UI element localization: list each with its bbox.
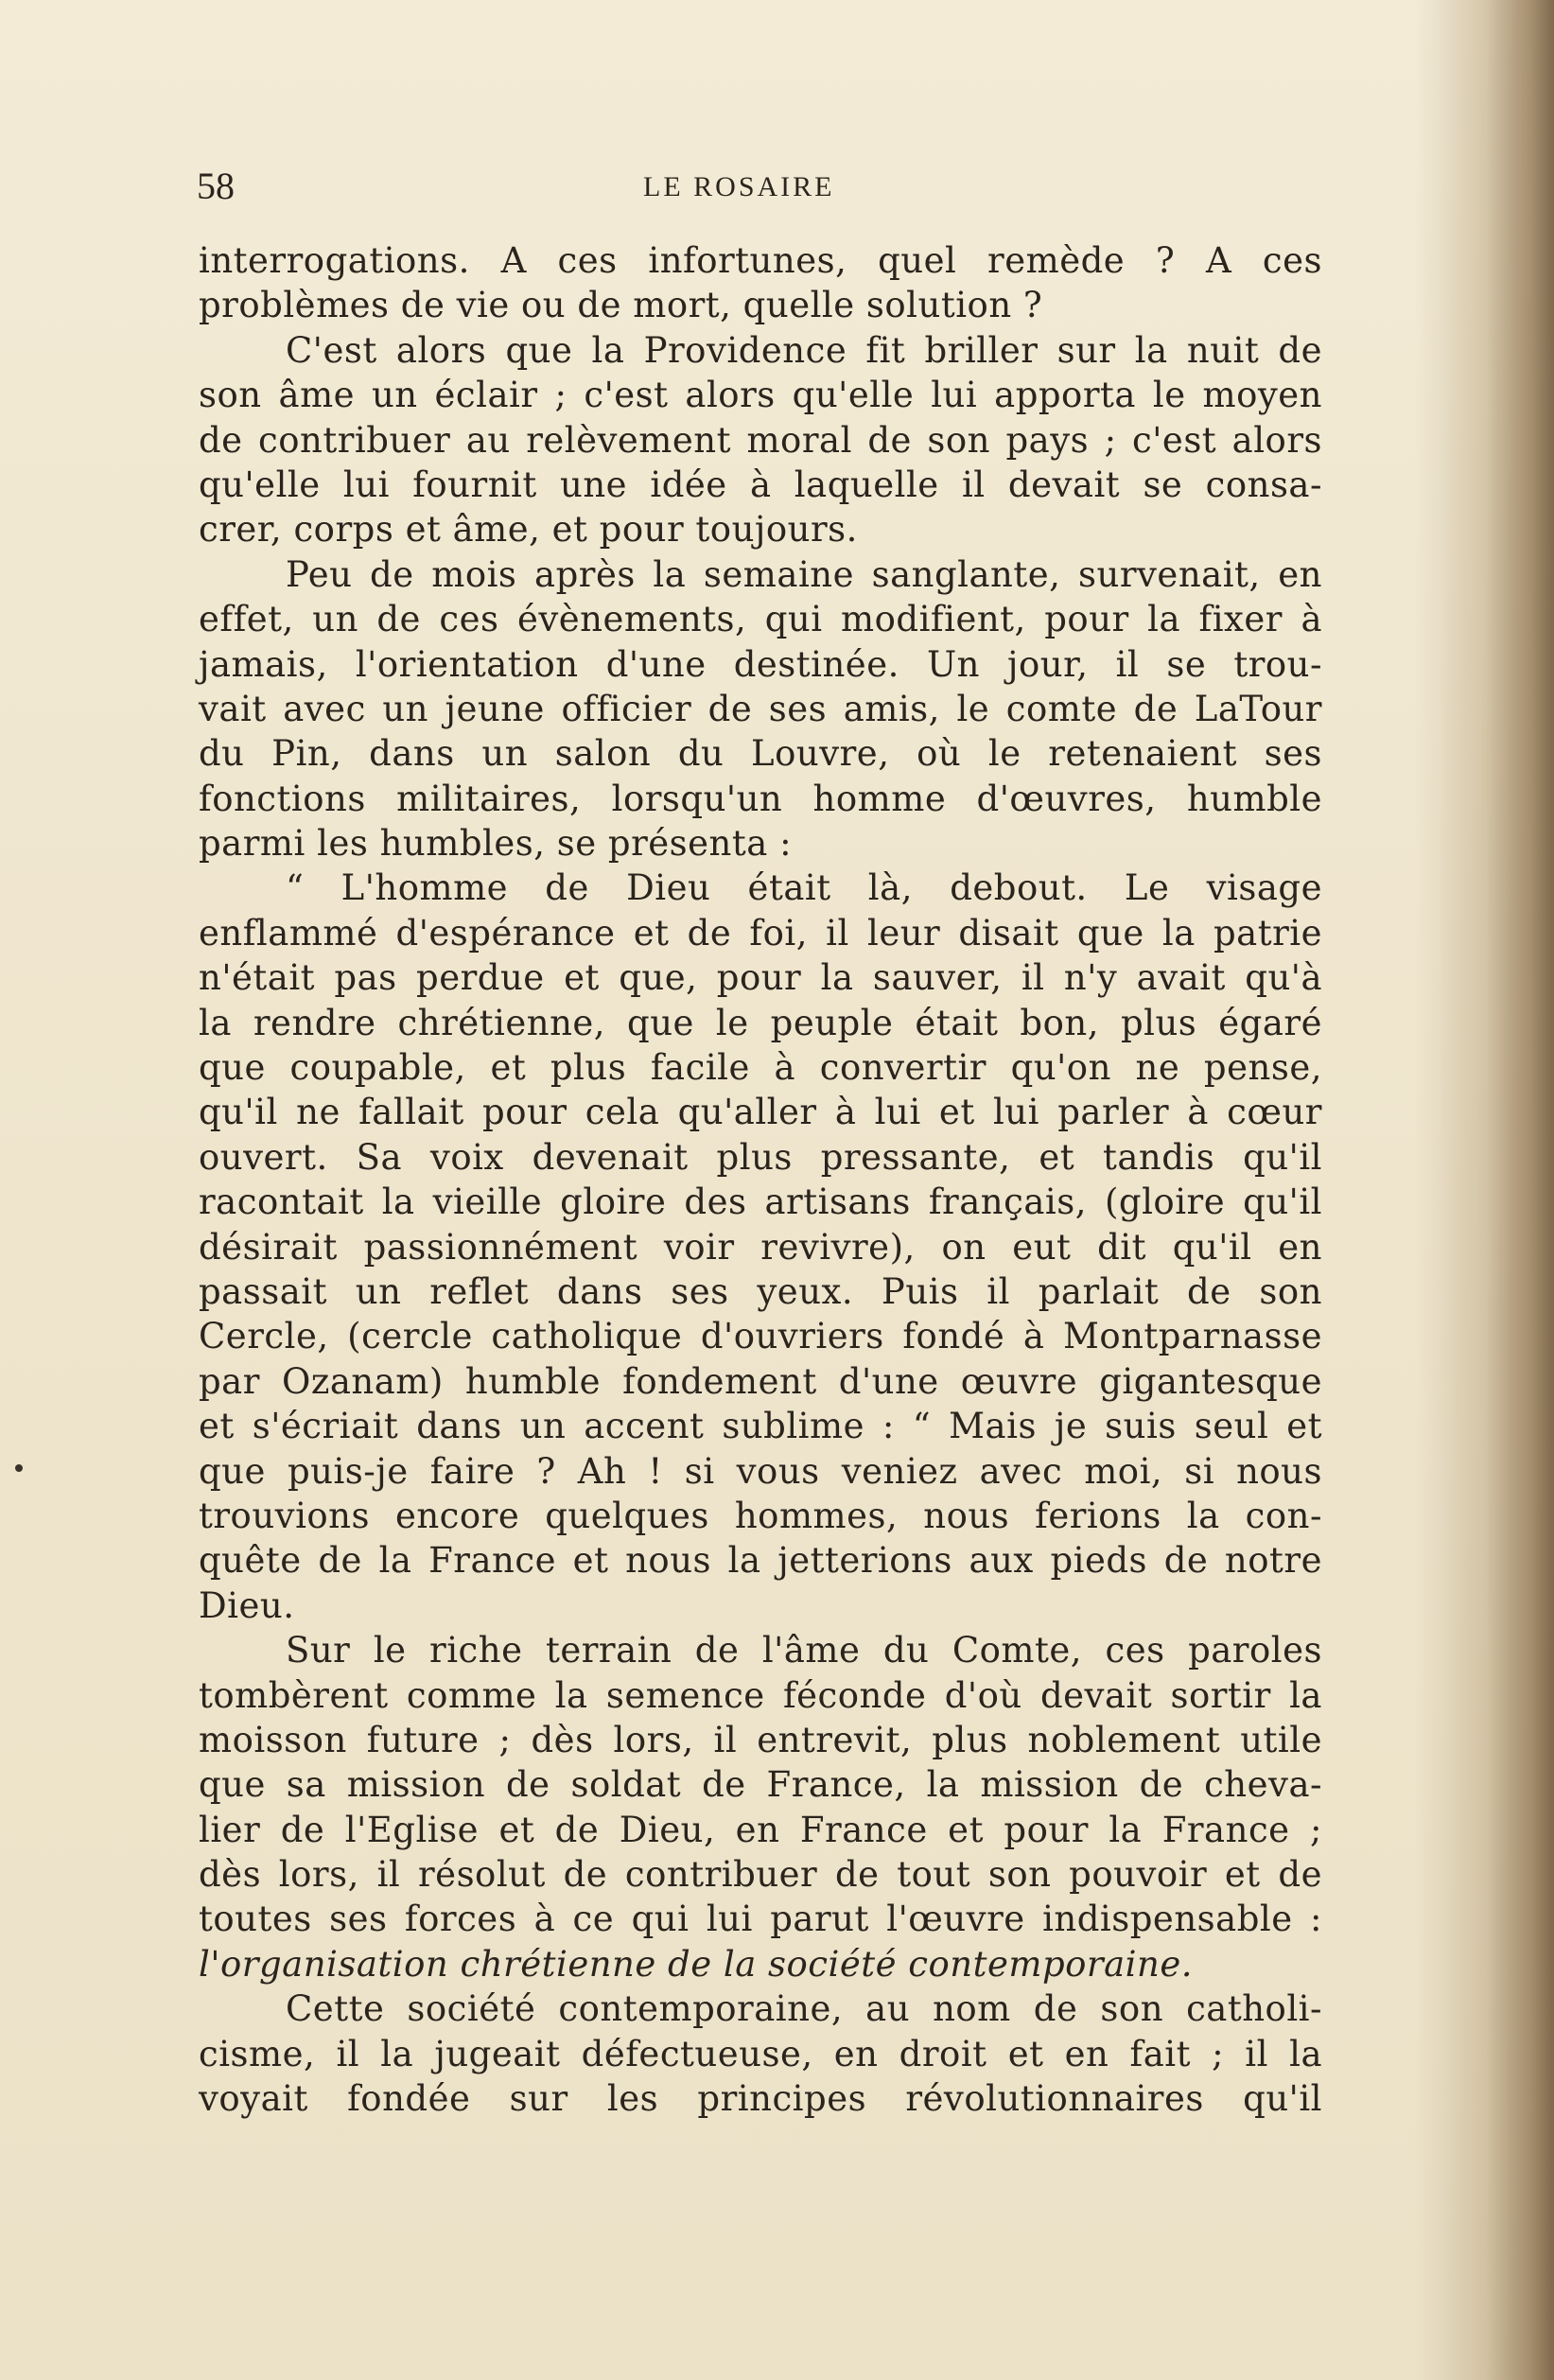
text-line: problèmes de vie ou de mort, quelle solution ? — [199, 285, 1043, 326]
text-line: désirait passionnément voir revivre), on eut dit qu'il en — [199, 1226, 1322, 1268]
text-line: Sur le riche terrain de l'âme du Comte, ces paroles — [286, 1630, 1322, 1671]
text-line: moisson future ; dès lors, il entrevit, plus noblement utile — [199, 1719, 1322, 1760]
text-line: Cette société contemporaine, au nom de son catholi- — [286, 1988, 1322, 2030]
text-line: voyait fondée sur les principes révolutionnaires qu'il — [199, 2078, 1322, 2120]
text-line: effet, un de ces évènements, qui modifient, pour la fixer à — [199, 599, 1322, 640]
text-line: enflammé d'espérance et de foi, il leur disait que la patrie — [199, 912, 1322, 954]
text-line: C'est alors que la Providence fit briller sur la nuit de — [286, 329, 1322, 371]
text-line: tombèrent comme la semence féconde d'où devait sortir la — [199, 1674, 1322, 1716]
text-line: racontait la vieille gloire des artisans français, (gloire qu'il — [199, 1181, 1322, 1223]
text-line: cisme, il la jugeait défectueuse, en droit et en fait ; il la — [199, 2033, 1322, 2074]
text-line: crer, corps et âme, et pour toujours. — [199, 509, 858, 551]
text-line: qu'elle lui fournit une idée à laquelle il devait se consa- — [199, 464, 1322, 505]
text-line-italic: l'organisation chrétienne de la société contemporaine. — [199, 1943, 1193, 1985]
text-line: vait avec un jeune officier de ses amis, le comte de LaTour — [199, 688, 1322, 729]
body-text — [199, 238, 1322, 2121]
text-line: ouvert. Sa voix devenait plus pressante, et tandis qu'il — [199, 1136, 1322, 1178]
text-line: interrogations. A ces infortunes, quel remède ? A ces — [199, 240, 1322, 281]
margin-dot-mark — [15, 1464, 23, 1472]
text-line: qu'il ne fallait pour cela qu'aller à lui et lui parler à cœur — [199, 1092, 1322, 1133]
text-line: de contribuer au relèvement moral de son pays ; c'est alors — [199, 419, 1322, 461]
text-line: quête de la France et nous la jetterions aux pieds de notre — [199, 1540, 1322, 1582]
page-edge-shadow — [1441, 0, 1554, 2380]
text-line: toutes ses forces à ce qui lui parut l'œuvre indispensable : — [199, 1899, 1322, 1940]
text-line: et s'écriait dans un accent sublime : “ Mais je suis seul et — [199, 1406, 1322, 1447]
running-title: LE ROSAIRE — [643, 171, 835, 202]
text-line: la rendre chrétienne, que le peuple était bon, plus égaré — [199, 1002, 1322, 1043]
text-line: dès lors, il résolut de contribuer de tout son pouvoir et de — [199, 1854, 1322, 1896]
text-line: passait un reflet dans ses yeux. Puis il parlait de son — [199, 1270, 1322, 1312]
text-line: jamais, l'orientation d'une destinée. Un jour, il se trou- — [199, 643, 1322, 685]
text-line: que sa mission de soldat de France, la mission de cheva- — [199, 1764, 1322, 1806]
text-line: que coupable, et plus facile à convertir qu'on ne pense, — [199, 1047, 1322, 1089]
text-line: parmi les humbles, se présenta : — [199, 823, 793, 865]
text-line: fonctions militaires, lorsqu'un homme d'œuvres, humble — [199, 778, 1322, 819]
text-line: Peu de mois après la semaine sanglante, survenait, en — [286, 553, 1322, 595]
text-line: n'était pas perdue et que, pour la sauver, il n'y avait qu'à — [199, 957, 1322, 999]
page-header — [197, 163, 1332, 210]
page-number: 58 — [197, 165, 235, 207]
text-line: du Pin, dans un salon du Louvre, où le retenaient ses — [199, 733, 1322, 775]
text-line: “ L'homme de Dieu était là, debout. Le visage — [286, 867, 1322, 909]
text-line: trouvions encore quelques hommes, nous ferions la con- — [199, 1495, 1322, 1536]
text-line: Cercle, (cercle catholique d'ouvriers fondé à Montparnasse — [199, 1316, 1322, 1357]
text-line: que puis-je faire ? Ah ! si vous veniez avec moi, si nous — [199, 1450, 1322, 1492]
text-line: Dieu. — [199, 1584, 295, 1626]
text-line: par Ozanam) humble fondement d'une œuvre gigantesque — [199, 1360, 1322, 1402]
text-line: lier de l'Eglise et de Dieu, en France et pour la France ; — [199, 1809, 1322, 1850]
text-line: son âme un éclair ; c'est alors qu'elle lui apporta le moyen — [199, 375, 1322, 416]
